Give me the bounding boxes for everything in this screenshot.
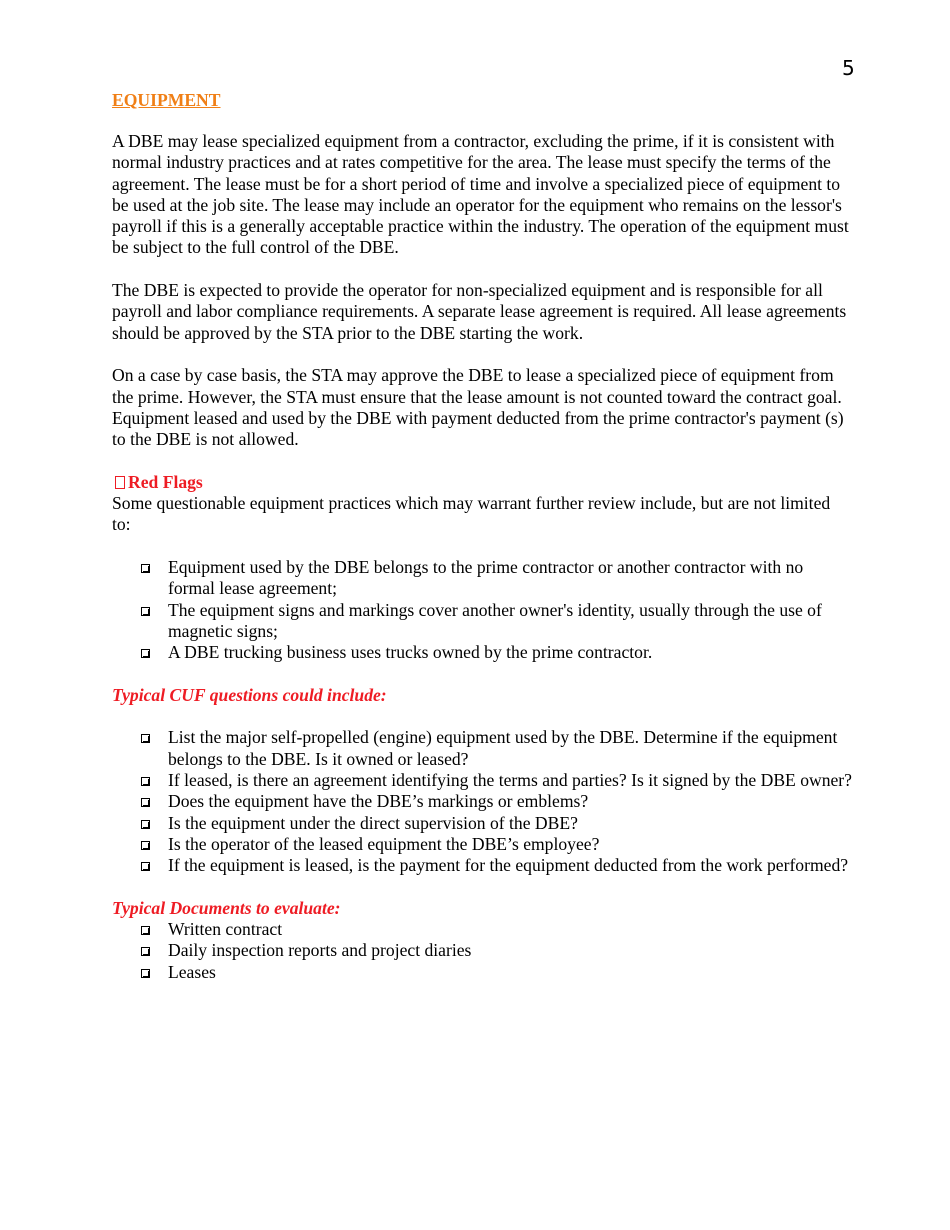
list-item-text: Is the operator of the leased equipment the DBE’s employee? — [168, 833, 600, 854]
list-item — [168, 855, 852, 876]
list-item-text: Daily inspection reports and project diaries — [168, 940, 472, 961]
list-item — [168, 642, 852, 663]
spacer — [112, 876, 852, 897]
documents-list — [112, 919, 852, 983]
spacer — [112, 706, 852, 727]
list-item — [168, 557, 852, 600]
paragraph-case-by-case: On a case by case basis, the STA may approve the DBE to lease a specialized piece of equipment from the prime. However, the STA must ensure that the lease amount is not counted toward the contract goal. Equipment leased and used by the DBE with payment deducted from the prime contractor's payment (s) to the DBE is not allowed. — [112, 365, 844, 450]
checkbox-bullet-icon — [141, 947, 150, 956]
list-item — [168, 834, 852, 855]
checkbox-bullet-icon — [141, 841, 150, 850]
checkbox-bullet-icon — [141, 820, 150, 829]
list-item-text: Leases — [168, 961, 216, 982]
list-item — [168, 727, 852, 770]
page-number: 5 — [842, 56, 855, 80]
checkbox-bullet-icon — [141, 926, 150, 935]
list-item-text: Is the equipment under the direct supervision of the DBE? — [168, 812, 578, 833]
checkbox-bullet-icon — [141, 649, 150, 658]
spacer — [112, 663, 852, 684]
list-item — [168, 813, 852, 834]
checkbox-bullet-icon — [141, 969, 150, 978]
list-item-text: The equipment signs and markings cover another owner's identity, usually through the use of magnetic signs; — [168, 599, 822, 641]
red-flags-heading-text: Red Flags — [128, 471, 203, 492]
list-item-text: Written contract — [168, 918, 283, 939]
list-item — [168, 962, 852, 983]
list-item-text: List the major self-propelled (engine) equipment used by the DBE. Determine if the equipment belongs to the DBE. Is it owned or leased? — [168, 727, 838, 769]
checkbox-bullet-icon — [141, 862, 150, 871]
list-item-text: Equipment used by the DBE belongs to the prime contractor or another contractor with no formal lease agreement; — [168, 556, 804, 599]
list-item-text: A DBE trucking business uses trucks owned by the prime contractor. — [168, 642, 653, 663]
documents-heading: Typical Documents to evaluate: — [112, 897, 341, 918]
checkbox-bullet-icon — [141, 777, 150, 786]
document-body — [112, 89, 852, 983]
list-item-text: Does the equipment have the DBE’s markings or emblems? — [168, 791, 589, 812]
red-flags-intro: Some questionable equipment practices which may warrant further review include, but are not limited to: — [112, 493, 831, 535]
red-flag-box-icon — [115, 476, 125, 489]
paragraph-operator-nonspecialized: The DBE is expected to provide the operator for non-specialized equipment and is responsible for all payroll and labor compliance requirements. A separate lease agreement is required. All lease agreements should be approved by the STA prior to the DBE starting the work. — [112, 280, 847, 343]
checkbox-bullet-icon — [141, 607, 150, 616]
list-item — [168, 791, 852, 812]
section-title: EQUIPMENT — [112, 90, 221, 110]
cuf-questions-heading: Typical CUF questions could include: — [112, 684, 387, 705]
list-item — [168, 940, 852, 961]
list-item — [168, 600, 852, 643]
checkbox-bullet-icon — [141, 798, 150, 807]
list-item-text: If leased, is there an agreement identifying the terms and parties? Is it signed by the DBE owner? — [168, 769, 852, 790]
red-flags-heading — [112, 472, 852, 493]
paragraph-lease-specialized: A DBE may lease specialized equipment from a contractor, excluding the prime, if it is consistent with normal industry practices and at rates competitive for the area. The lease must specify the terms of the agreement. The lease must be for a short period of time and involve a specialized piece of equipment to be used at the job site. The lease may include an operator for the equipment who remains on the lessor's payroll if this is a generally acceptable practice within the industry. The operation of the equipment must be subject to the full control of the DBE. — [112, 131, 849, 258]
checkbox-bullet-icon — [141, 734, 150, 743]
red-flags-list — [112, 557, 852, 663]
list-item — [168, 770, 852, 791]
list-item-text: If the equipment is leased, is the payment for the equipment deducted from the work performed? — [168, 855, 849, 876]
cuf-questions-list — [112, 727, 852, 876]
checkbox-bullet-icon — [141, 564, 150, 573]
list-item — [168, 919, 852, 940]
